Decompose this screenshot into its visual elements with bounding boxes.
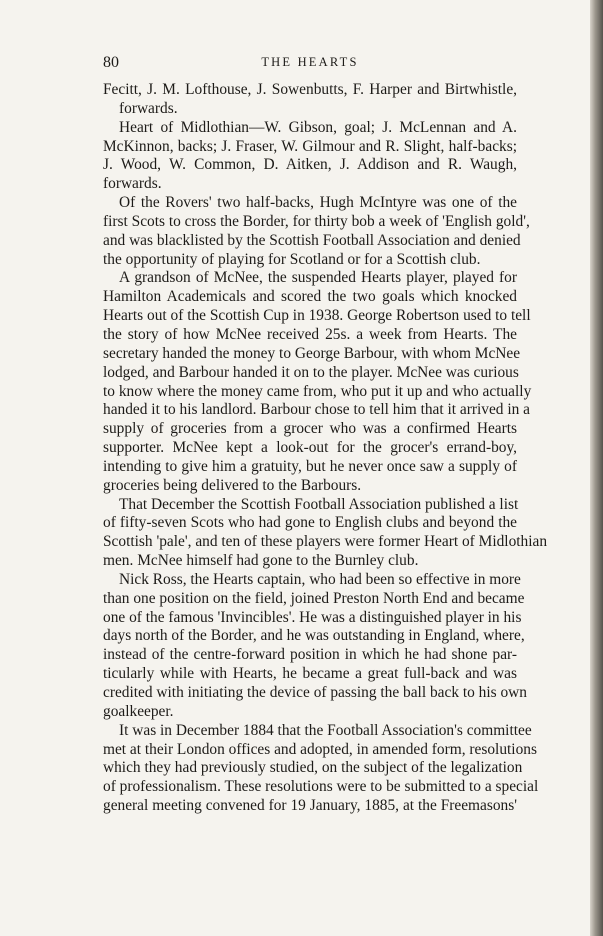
text-line: It was in December 1884 that the Football Association's committee xyxy=(119,721,532,739)
page-header xyxy=(103,54,517,74)
text-line: Heart of Midlothian—W. Gibson, goal; J. McLennan and A. xyxy=(119,118,517,136)
text-line: supply of groceries from a grocer who was a confirmed Hearts xyxy=(103,420,517,438)
text-line: instead of the centre-forward position in which he had shone par- xyxy=(103,646,517,664)
text-line: which they had previously studied, on the subject of the legalization xyxy=(103,759,523,777)
text-line: to know where the money came from, who put it up and who actually xyxy=(103,382,532,400)
text-line: one of the famous 'Invincibles'. He was a distinguished player in his xyxy=(103,608,522,626)
text-line: J. Wood, W. Common, D. Aitken, J. Addison and R. Waugh, xyxy=(103,156,517,174)
text-line: handed it to his landlord. Barbour chose to tell him that it arrived in a xyxy=(103,401,530,419)
text-line: of fifty-seven Scots who had gone to English clubs and beyond the xyxy=(103,514,517,532)
text-line: and was blacklisted by the Scottish Football Association and denied xyxy=(103,231,521,249)
text-line: A grandson of McNee, the suspended Hearts player, played for xyxy=(119,269,517,287)
text-line: Scottish 'pale', and ten of these players were former Heart of Midlothian xyxy=(103,533,548,551)
text-line: Nick Ross, the Hearts captain, who had been so effective in more xyxy=(119,570,521,588)
text-line: of professionalism. These resolutions were to be submitted to a special xyxy=(103,778,539,796)
text-line: general meeting convened for 19 January, 1885, at the Freemasons' xyxy=(103,797,517,815)
text-line: intending to give him a gratuity, but he never once saw a supply of xyxy=(103,457,517,475)
text-line: forwards. xyxy=(119,99,178,117)
page-number: 80 xyxy=(103,54,119,71)
text-line: credited with initiating the device of passing the ball back to his own xyxy=(103,684,527,701)
page-edge-shadow xyxy=(590,0,603,936)
body-text xyxy=(103,81,548,816)
running-head: THE HEARTS xyxy=(261,55,359,69)
text-line: Fecitt, J. M. Lofthouse, J. Sowenbutts, F. Harper and Birtwhistle, xyxy=(103,81,517,98)
text-line: met at their London offices and adopted, in amended form, resolutions xyxy=(103,740,537,758)
text-line: groceries being delivered to the Barbours. xyxy=(103,476,362,494)
text-line: first Scots to cross the Border, for thirty bob a week of 'English gold', xyxy=(103,212,530,230)
text-line: supporter. McNee kept a look-out for the grocer's errand-boy, xyxy=(103,439,517,457)
text-line: goalkeeper. xyxy=(103,702,174,720)
text-line: That December the Scottish Football Association published a list xyxy=(119,495,519,513)
text-line: forwards. xyxy=(103,175,162,193)
text-line: men. McNee himself had gone to the Burnley club. xyxy=(103,552,419,570)
text-line: Hearts out of the Scottish Cup in 1938. George Robertson used to tell xyxy=(103,307,531,325)
text-line: than one position on the field, joined Preston North End and became xyxy=(103,589,525,607)
text-line: lodged, and Barbour handed it on to the player. McNee was curious xyxy=(103,363,519,381)
text-line: secretary handed the money to George Barbour, with whom McNee xyxy=(103,344,521,362)
text-line: days north of the Border, and he was outstanding in England, where, xyxy=(103,627,525,645)
text-line: ticularly while with Hearts, he became a great full-back and was xyxy=(103,665,517,683)
text-line: the story of how McNee received 25s. a week from Hearts. The xyxy=(103,325,517,343)
text-line: McKinnon, backs; J. Fraser, W. Gilmour and R. Slight, half-backs; xyxy=(103,137,517,155)
text-line: the opportunity of playing for Scotland or for a Scottish club. xyxy=(103,250,481,268)
text-line: Of the Rovers' two half-backs, Hugh McIntyre was one of the xyxy=(119,194,517,212)
text-line: Hamilton Academicals and scored the two goals which knocked xyxy=(103,288,517,306)
